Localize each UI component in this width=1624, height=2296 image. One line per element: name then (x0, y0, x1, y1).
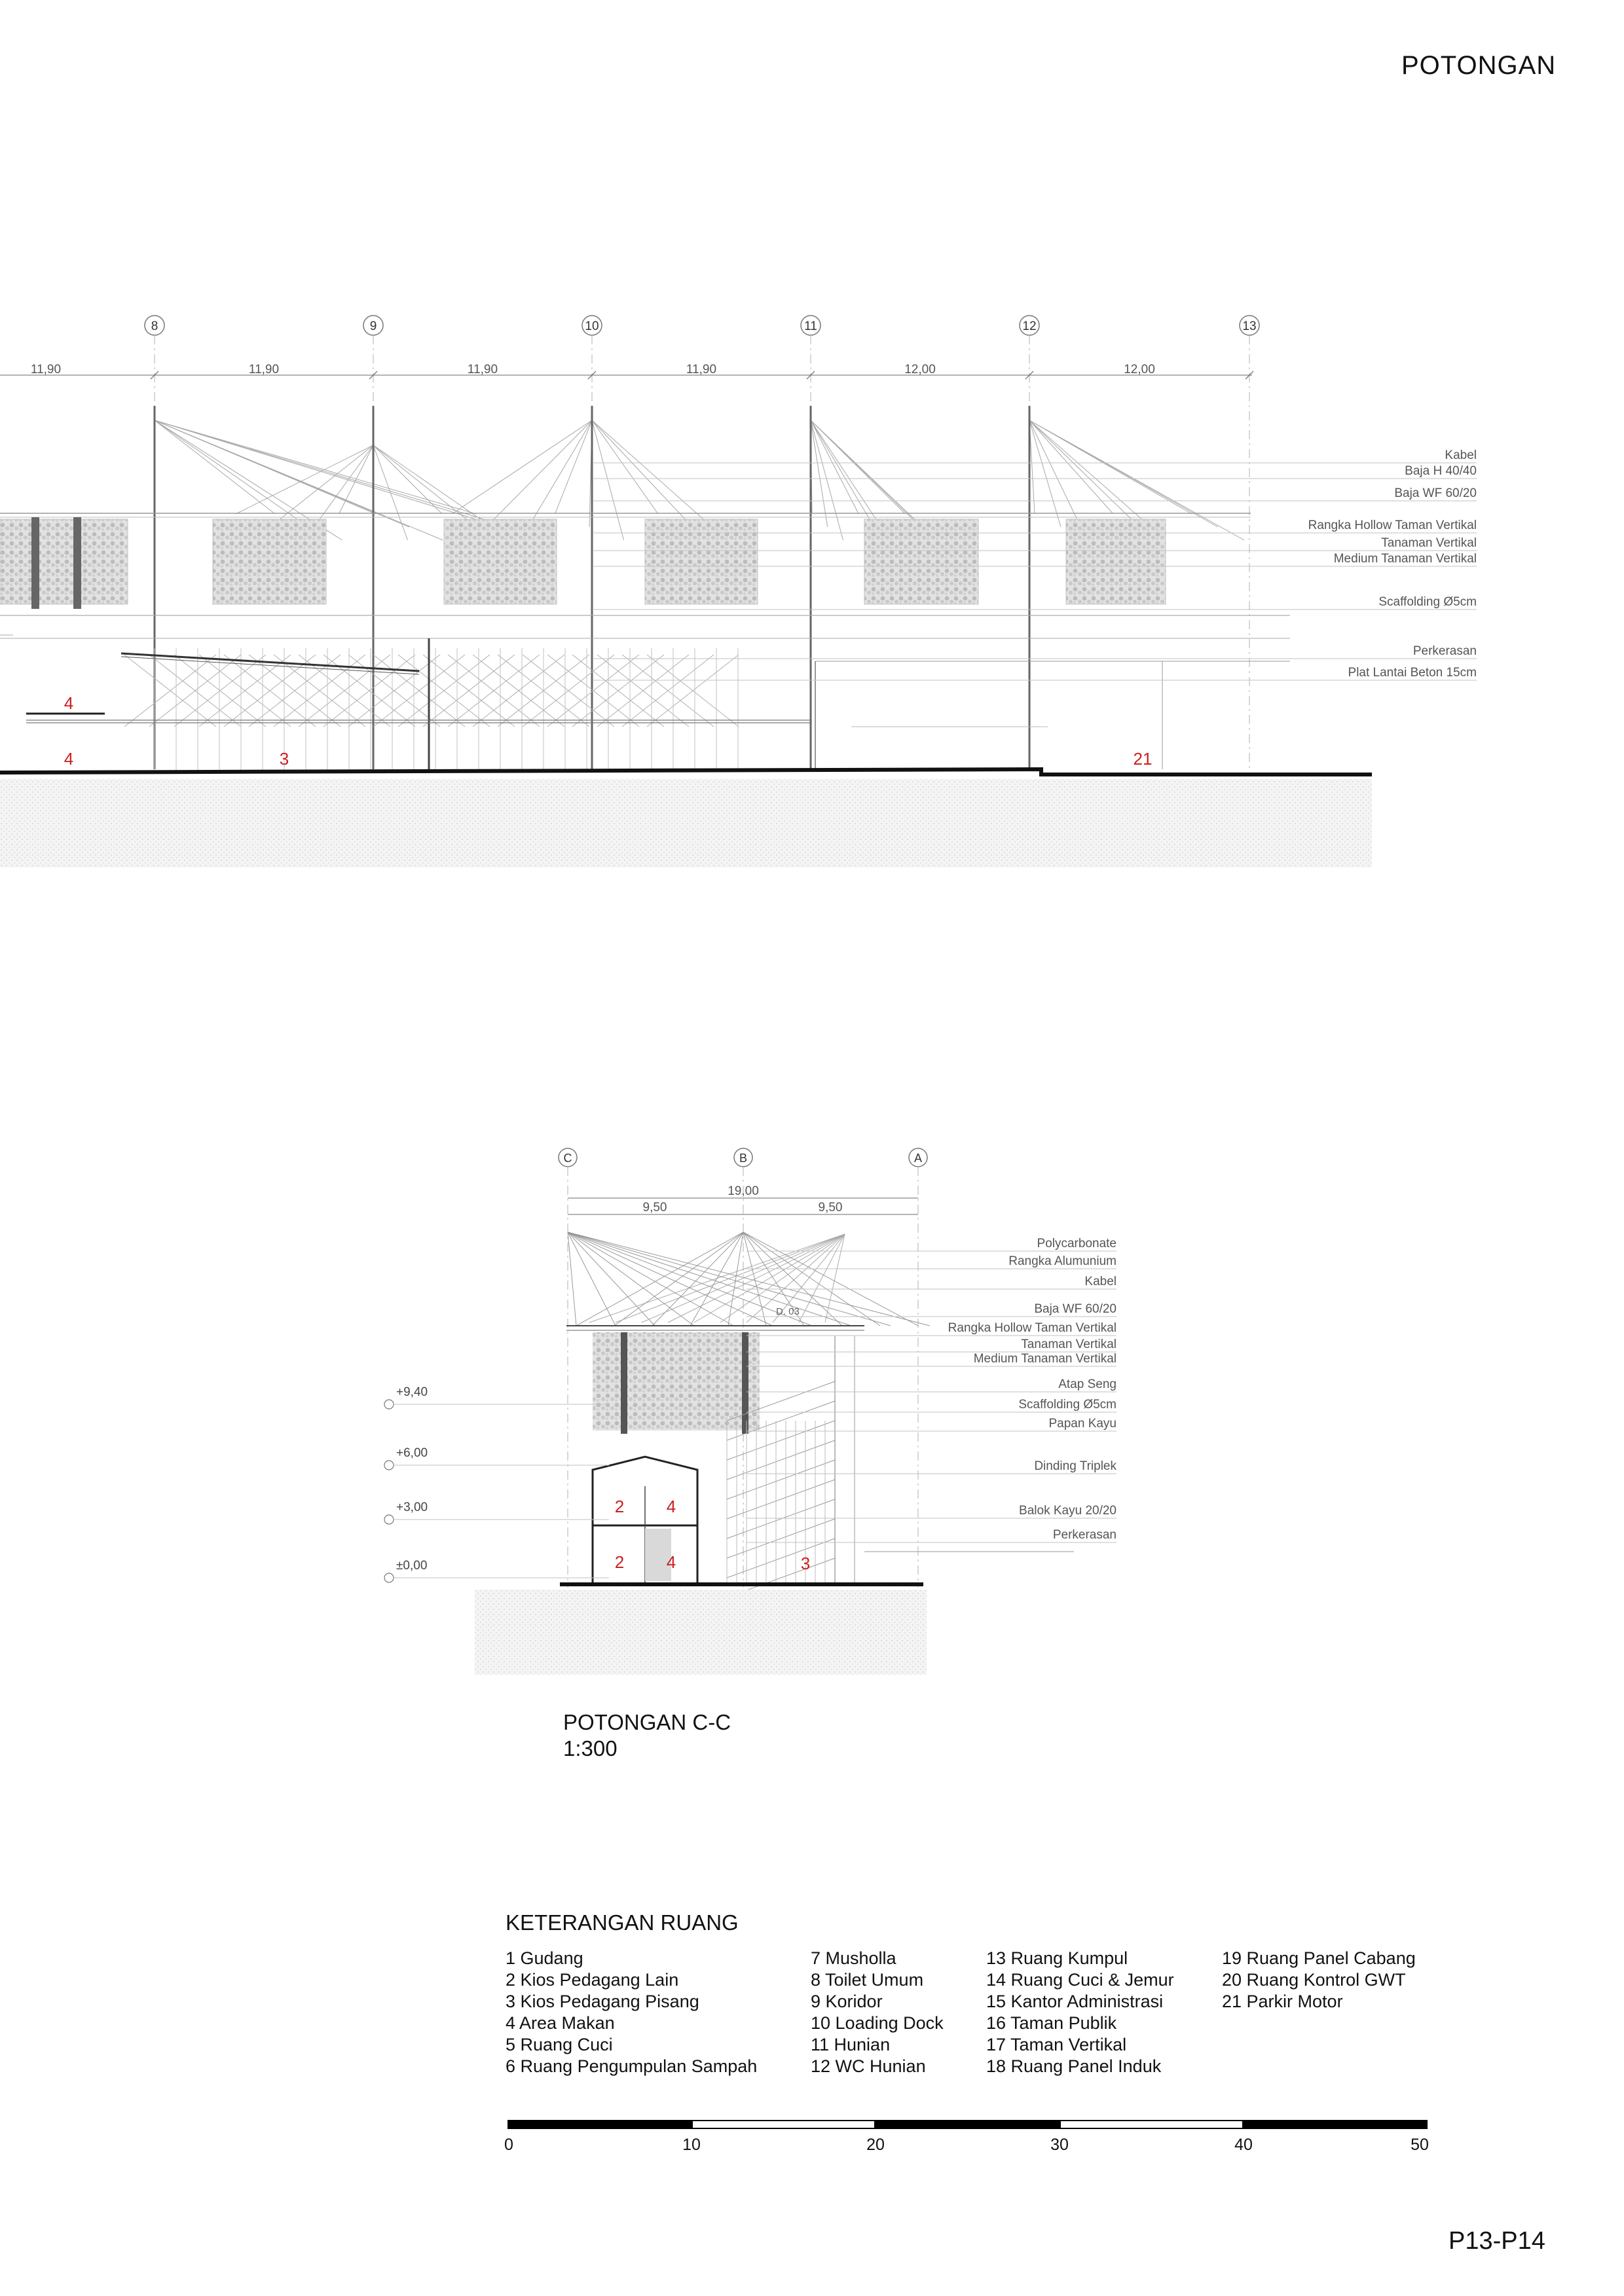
material-label: Tanaman Vertikal (1381, 536, 1477, 550)
material-label: Polycarbonate (1037, 1237, 1116, 1250)
grid-label: 8 (151, 319, 158, 333)
grid-label: C (563, 1152, 572, 1165)
cable-line (614, 1232, 743, 1326)
legend-item: 19 Ruang Panel Cabang (1222, 1948, 1416, 1968)
material-label: Tanaman Vertikal (1021, 1338, 1116, 1351)
legend-item: 11 Hunian (811, 2035, 891, 2054)
material-label: Baja WF 60/20 (1394, 486, 1477, 500)
legend-item: 21 Parkir Motor (1222, 1992, 1343, 2011)
dimension-label: 19,00 (728, 1184, 759, 1198)
vertical-garden (645, 519, 758, 604)
garden-frame (742, 1332, 748, 1434)
material-label: Plat Lantai Beton 15cm (1348, 666, 1477, 680)
legend-item: 17 Taman Vertikal (986, 2035, 1127, 2054)
cable-line (373, 445, 477, 527)
cable-line (568, 1232, 930, 1326)
roof-line (121, 653, 419, 671)
cable-line (743, 1232, 880, 1326)
level-marker (384, 1400, 394, 1409)
level-marker (384, 1573, 394, 1582)
cable-line (155, 420, 275, 514)
legend-item: 14 Ruang Cuci & Jemur (986, 1970, 1174, 1990)
room-tag: 4 (666, 1552, 676, 1572)
cable-line (1029, 420, 1061, 527)
vertical-garden (1066, 519, 1166, 604)
room-tag: 4 (666, 1497, 676, 1516)
level-marker (384, 1461, 394, 1470)
legend-item: 7 Musholla (811, 1948, 896, 1968)
material-label: Rangka Hollow Taman Vertikal (1308, 519, 1477, 532)
garden-frame (621, 1332, 627, 1434)
legend-item: 16 Taman Publik (986, 2013, 1117, 2033)
soil (475, 1590, 927, 1675)
legend-item: 1 Gudang (506, 1948, 583, 1968)
scale-bar-segment (692, 2120, 876, 2129)
level-label: ±0,00 (396, 1559, 428, 1573)
room-tag: 4 (64, 693, 74, 713)
garden-frame (73, 517, 81, 609)
vertical-garden (444, 519, 557, 604)
legend-column (986, 1948, 1174, 2077)
legend-item: 9 Koridor (811, 1992, 883, 2011)
legend-column (811, 1948, 944, 2077)
material-label: Kabel (1084, 1275, 1116, 1288)
level-label: +6,00 (396, 1446, 428, 1460)
grid-label: B (739, 1152, 748, 1165)
section-cc-title: POTONGAN C-C (563, 1710, 731, 1734)
grid-label: 9 (369, 319, 377, 333)
scale-bar-label: 50 (1411, 2136, 1429, 2154)
room-tag: 3 (279, 749, 289, 769)
scaffold-line (727, 1539, 835, 1578)
legend-item: 4 Area Makan (506, 2013, 615, 2033)
soil (0, 779, 1372, 867)
cable-line (576, 1232, 743, 1326)
legend-item: 3 Kios Pedagang Pisang (506, 1992, 699, 2011)
grid-label: 10 (585, 319, 599, 333)
grid-label: 13 (1242, 319, 1257, 333)
garden-frame (31, 517, 39, 609)
scale-bar-label: 20 (866, 2136, 885, 2154)
dimension-label: 12,00 (904, 363, 936, 376)
cable-line (487, 420, 593, 527)
legend-item: 6 Ruang Pengumpulan Sampah (506, 2056, 758, 2076)
scale-bar-segment (507, 2120, 692, 2129)
legend-item: 13 Ruang Kumpul (986, 1948, 1128, 1968)
dimension-label: 11,90 (30, 363, 62, 376)
room-tag: 2 (614, 1497, 625, 1516)
legend-item: 20 Ruang Kontrol GWT (1222, 1970, 1406, 1990)
legend-item: 15 Kantor Administrasi (986, 1992, 1164, 2011)
detail-tag: D. 03 (776, 1306, 800, 1317)
material-label: Baja H 40/40 (1405, 464, 1477, 478)
section-cc-scale: 1:300 (563, 1736, 618, 1760)
legend-item: 10 Loading Dock (811, 2013, 944, 2033)
cable-line (743, 1232, 918, 1326)
cable-line (592, 420, 693, 527)
material-label: Perkerasan (1052, 1528, 1116, 1542)
material-label: Balok Kayu 20/20 (1019, 1504, 1116, 1518)
level-marker (384, 1515, 394, 1524)
cable-line (339, 445, 374, 514)
page-number: P13-P14 (1449, 2227, 1545, 2255)
room-legend (506, 1948, 1435, 2085)
scale-bar-label: 30 (1050, 2136, 1069, 2154)
section-top (0, 316, 1477, 867)
material-label: Papan Kayu (1048, 1417, 1116, 1430)
cable-line (668, 1234, 845, 1322)
scale-bar-segment (876, 2120, 1060, 2129)
scale-bar (504, 2120, 1429, 2159)
room-tag: 3 (800, 1554, 811, 1573)
scale-bar-segment (1060, 2120, 1244, 2129)
legend-item: 8 Toilet Umum (811, 1970, 924, 1990)
room-tag: 4 (64, 749, 74, 769)
grid-label: 12 (1022, 319, 1037, 333)
material-label: Scaffolding Ø5cm (1018, 1398, 1116, 1412)
material-label: Medium Tanaman Vertikal (1333, 552, 1477, 566)
section-cc (384, 1148, 1116, 1675)
material-label: Dinding Triplek (1034, 1459, 1116, 1473)
scale-bar-label: 10 (682, 2136, 701, 2154)
cable-line (1029, 420, 1113, 514)
ground-line (0, 769, 1372, 774)
cable-line (555, 420, 593, 514)
vertical-garden (593, 1332, 760, 1430)
cable-line (743, 1232, 766, 1326)
cable-line (270, 445, 374, 527)
roof-line (593, 1457, 697, 1486)
scale-bar-label: 0 (504, 2136, 513, 2154)
legend-item: 18 Ruang Panel Induk (986, 2056, 1162, 2076)
material-label: Rangka Alumunium (1008, 1254, 1116, 1268)
cable-line (1029, 420, 1139, 527)
material-label: Atap Seng (1058, 1377, 1116, 1391)
vertical-garden (864, 519, 978, 604)
cable-line (568, 1232, 694, 1326)
level-label: +3,00 (396, 1501, 428, 1514)
cable-line (155, 420, 308, 527)
cable-line (592, 420, 658, 514)
room-tag: 2 (614, 1552, 625, 1572)
cable-line (592, 420, 624, 540)
cable-line (373, 445, 442, 514)
dimension-label: 11,90 (686, 363, 717, 376)
dimension-label: 9,50 (642, 1201, 667, 1214)
dimension-label: 12,00 (1124, 363, 1155, 376)
cable-line (568, 1232, 851, 1326)
material-label: Medium Tanaman Vertikal (973, 1352, 1116, 1366)
dimension-label: 9,50 (818, 1201, 843, 1214)
cable-line (825, 1234, 845, 1322)
level-label: +9,40 (396, 1385, 428, 1399)
material-label: Kabel (1445, 448, 1477, 462)
grid-label: A (913, 1152, 923, 1165)
legend-item: 5 Ruang Cuci (506, 2035, 613, 2054)
scale-bar-label: 40 (1234, 2136, 1253, 2154)
scaffold-line (727, 1499, 835, 1539)
legend-item: 12 WC Hunian (811, 2056, 926, 2076)
cable-line (452, 420, 592, 514)
grid-label: 11 (804, 319, 817, 333)
legend-title: KETERANGAN RUANG (506, 1910, 739, 1935)
dimension-label: 11,90 (248, 363, 280, 376)
scaffold-line (727, 1519, 835, 1558)
material-label: Perkerasan (1412, 644, 1477, 658)
material-label: Scaffolding Ø5cm (1378, 595, 1477, 609)
legend-item: 2 Kios Pedagang Lain (506, 1970, 679, 1990)
scale-bar-segment (1244, 2120, 1428, 2129)
material-label: Rangka Hollow Taman Vertikal (948, 1321, 1116, 1335)
legend-column (506, 1948, 757, 2077)
dimension-label: 11,90 (467, 363, 498, 376)
legend-column (1222, 1948, 1416, 2013)
room-tag: 21 (1133, 749, 1153, 769)
vertical-garden (213, 519, 326, 604)
page-title: POTONGAN (1401, 51, 1557, 80)
vertical-garden (0, 519, 128, 604)
material-label: Baja WF 60/20 (1034, 1302, 1116, 1316)
